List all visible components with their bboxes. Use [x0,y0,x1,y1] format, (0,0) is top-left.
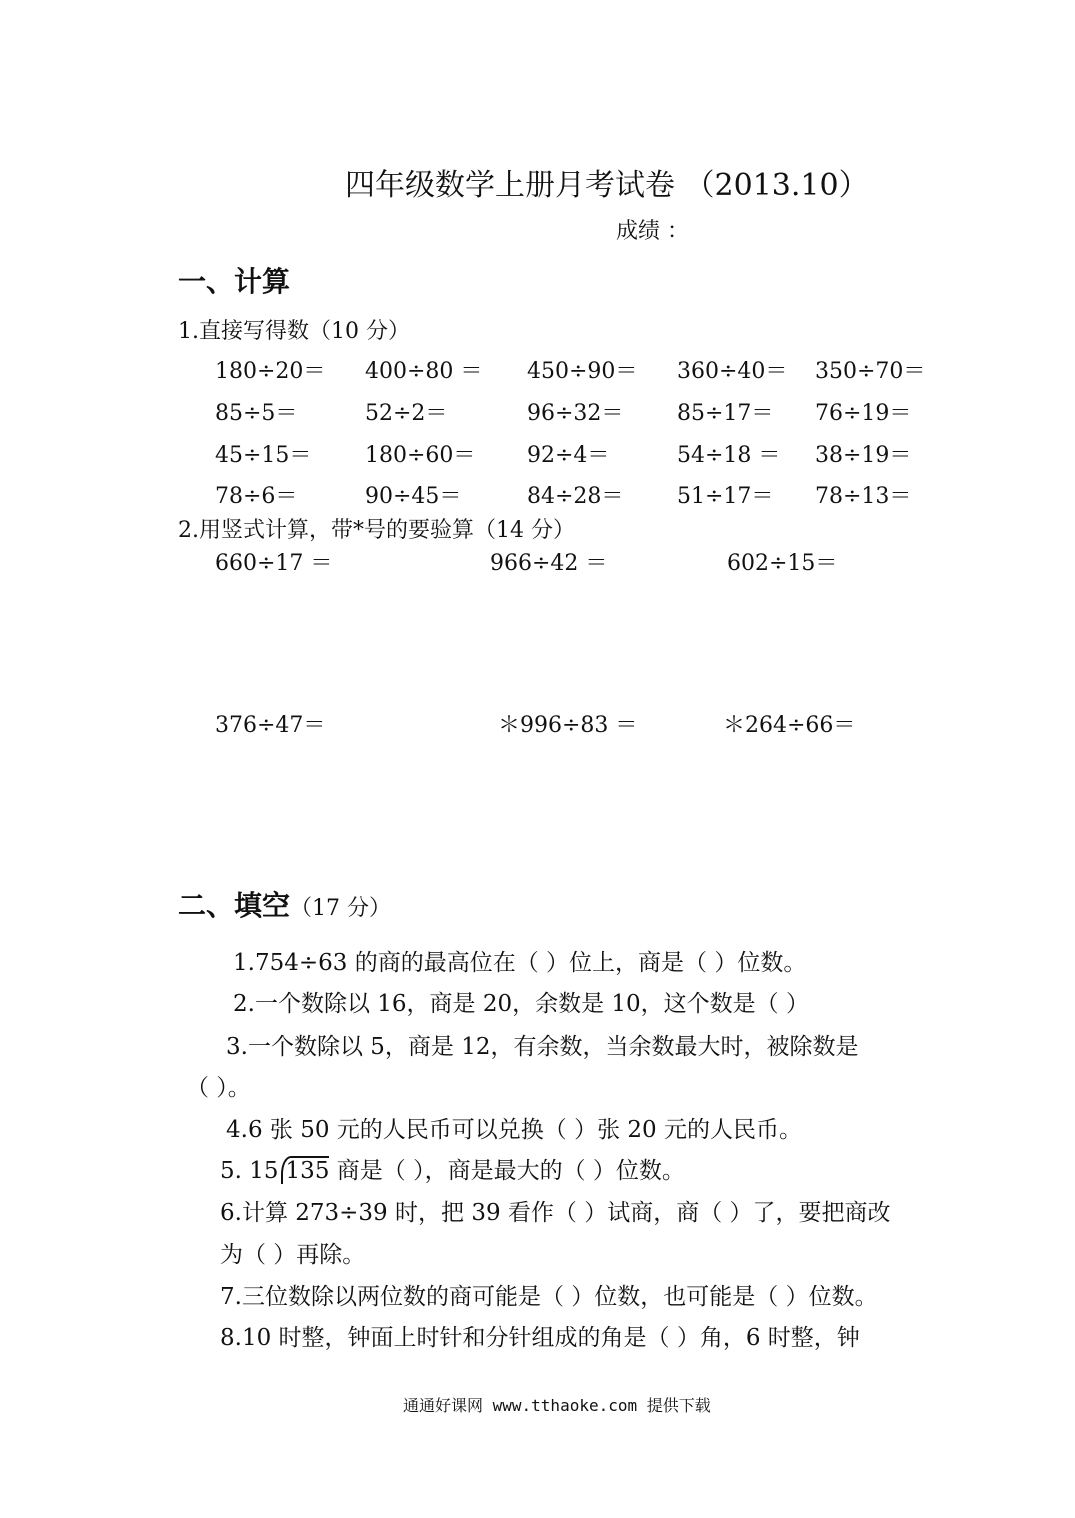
fill-item-5-text: 商是（ ），商是最大的（ ）位数。 [336,1158,685,1184]
fill-item: 2.一个数除以 16，商是 20，余数是 10，这个数是（ ） [233,991,809,1017]
long-division [249,1158,329,1184]
q2-problem: ＊996÷83 ＝ [498,713,638,738]
q1-cell: 52÷2＝ [365,401,448,426]
fill-item: 4.6 张 50 元的人民币可以兑换（ ）张 20 元的人民币。 [226,1117,802,1143]
q1-cell: 180÷20＝ [215,359,326,384]
q1-cell: 450÷90＝ [527,359,638,384]
fill-item-5 [220,1152,685,1185]
q1-cell: 90÷45＝ [365,484,462,509]
q1-cell: 45÷15＝ [215,443,312,468]
q1-cell: 78÷13＝ [815,484,912,509]
q1-cell: 54÷18 ＝ [677,443,781,468]
q1-cell: 180÷60＝ [365,443,476,468]
q1-cell: 350÷70＝ [815,359,926,384]
q2-problem: 966÷42 ＝ [490,551,608,576]
fill-item: （ ）。 [186,1075,251,1101]
q2-problem: 376÷47＝ [215,713,326,738]
q1-cell: 38÷19＝ [815,443,912,468]
q1-cell: 96÷32＝ [527,401,624,426]
q2-label: 2.用竖式计算，带*号的要验算（14 分） [178,518,575,543]
q1-cell: 360÷40＝ [677,359,788,384]
q2-problem: ＊264÷66＝ [723,713,856,738]
fill-item: 6.计算 273÷39 时，把 39 看作（ ）试商，商（ ）了，要把商改 [220,1200,891,1226]
page-title: 四年级数学上册月考试卷 （2013.10） [345,168,869,203]
q1-cell: 85÷17＝ [677,401,774,426]
fill-item: 1.754÷63 的商的最高位在（ ）位上，商是（ ）位数。 [233,950,807,976]
fill-item: 为（ ）再除。 [220,1242,366,1268]
q2-problem: 602÷15＝ [727,551,838,576]
fill-item: 7.三位数除以两位数的商可能是（ ）位数，也可能是（ ）位数。 [220,1284,878,1310]
score-label: 成绩 ： [616,219,689,244]
section2-heading [178,884,391,924]
fill-item: 3.一个数除以 5，商是 12，有余数，当余数最大时，被除数是 [226,1034,859,1060]
section2-points: （17 分） [290,896,392,921]
section1-heading: 一、计算 [178,265,291,298]
divisor: 15 [249,1158,279,1184]
q2-problem: 660÷17 ＝ [215,551,333,576]
q1-label: 1.直接写得数（10 分） [178,319,410,344]
q1-cell: 84÷28＝ [527,484,624,509]
fill-item: 8.10 时整，钟面上时针和分针组成的角是（ ）角，6 时整，钟 [220,1325,860,1351]
q1-cell: 85÷5＝ [215,401,298,426]
q1-cell: 78÷6＝ [215,484,298,509]
fill-item-5-number: 5. [220,1158,242,1184]
q1-cell: 92÷4＝ [527,443,610,468]
footer-text: 通通好课网 www.tthaoke.com 提供下载 [403,1396,711,1415]
q1-cell: 76÷19＝ [815,401,912,426]
section2-title: 二、填空 [178,889,291,922]
dividend: 135 [281,1156,330,1184]
q1-cell: 400÷80 ＝ [365,359,483,384]
q1-cell: 51÷17＝ [677,484,774,509]
